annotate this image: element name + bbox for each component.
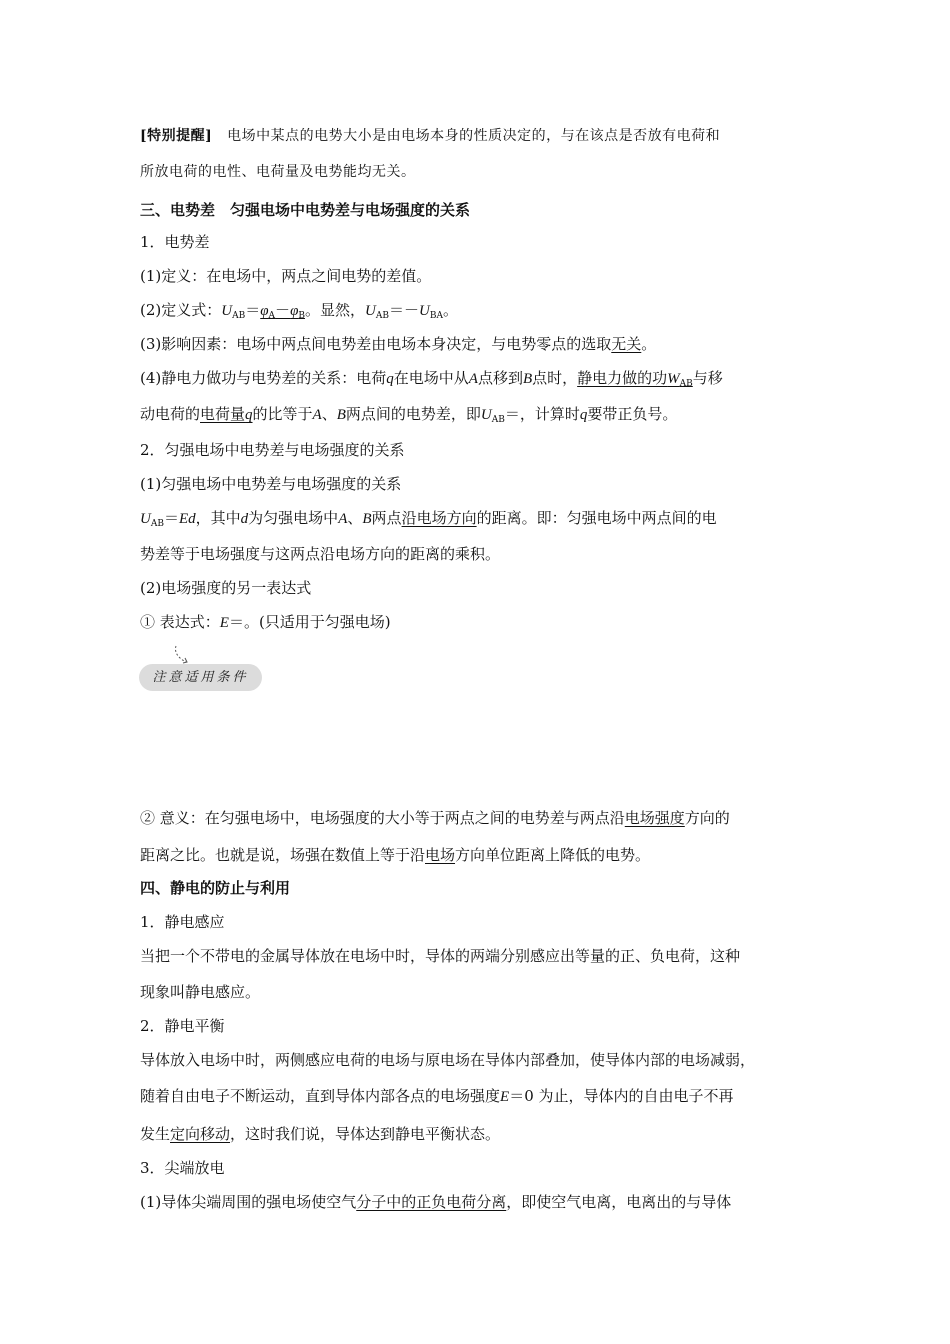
section-3-title: 三、电势差 匀强电场中电势差与电场强度的关系 <box>140 201 471 219</box>
formula-u-sub: AB <box>232 311 246 321</box>
work-text-c: 点移到 <box>477 369 523 387</box>
work-point-b: B <box>522 371 533 387</box>
definition-line: (1)定义：在电场中，两点之间电势的差值。 <box>140 267 432 285</box>
formula-prefix: (2)定义式： <box>140 301 222 319</box>
equilibrium3-text-a: 发生 <box>140 1125 171 1143</box>
equilibrium3-underlined: 定向移动 <box>170 1125 231 1143</box>
ued-text-b: 为匀强电场中 <box>248 509 339 527</box>
equilibrium-line-2 <box>140 1086 734 1107</box>
formula-underlined <box>260 301 305 319</box>
work-line-1 <box>140 368 723 394</box>
formula-line <box>140 300 458 326</box>
equilibrium-e: E <box>500 1089 510 1105</box>
work2-point-b: B <box>336 407 346 423</box>
meaning-line-2 <box>140 845 650 865</box>
formula-minus: － <box>275 301 291 319</box>
formula-u3: U <box>419 303 430 319</box>
work-text-a: (4)静电力做功与电势差的关系：电荷 <box>140 369 387 387</box>
section-4-title: 四、静电的防止与利用 <box>140 879 291 897</box>
ued-eq: ＝ <box>163 509 179 527</box>
work-w-sub: AB <box>679 379 693 389</box>
tip-text-1: 电场中某点的电势大小是由电场本身的性质决定的，与在该点是否放有电荷和 <box>227 128 721 144</box>
work-underlined-text: 静电力做的功 <box>577 369 668 387</box>
subsection-4-3-title: 3．尖端放电 <box>140 1159 225 1177</box>
note-badge: 注意适用条件 <box>139 664 262 691</box>
ued-point-a: A <box>338 511 348 527</box>
meaning-line-1 <box>140 808 730 828</box>
tip-line-2: 所放电荷的电性、电荷量及电势能均无关。 <box>140 164 416 180</box>
discharge-line-1 <box>140 1192 731 1212</box>
factor-underlined: 无关 <box>611 335 642 353</box>
formula-u2: U <box>365 303 376 319</box>
formula-eq: ＝ <box>245 301 261 319</box>
work-line-2 <box>140 404 677 430</box>
work-q: q <box>386 371 394 387</box>
factor-line <box>140 334 656 354</box>
formula-u3-sub: BA <box>429 311 443 321</box>
equilibrium3-text-b: ，这时我们说，导体达到静电平衡状态。 <box>230 1125 501 1143</box>
discharge-text-a: (1)导体尖端周围的强电场使空气 <box>140 1193 357 1211</box>
work-w: W <box>667 371 680 387</box>
factor-text: (3)影响因素：电场中两点间电势差由电场本身决定，与电势零点的选取 <box>140 335 612 353</box>
discharge-underlined: 分子中的正负电荷分离 <box>356 1193 507 1211</box>
work2-underlined <box>200 405 253 423</box>
phi-a-sub: A <box>268 311 276 321</box>
ued-ed: Ed <box>178 511 196 527</box>
work2-text-c: 、 <box>321 405 337 423</box>
meaning-text-a: ② 意义：在匀强电场中，电场强度的大小等于两点之间的电势差与两点沿 <box>140 809 625 827</box>
tip-line-1 <box>140 126 720 146</box>
ued-line-2: 势差等于电场强度与这两点沿电场方向的距离的乘积。 <box>140 545 501 563</box>
ued-u-sub: AB <box>150 519 164 529</box>
subsection-3-1-title: 1．电势差 <box>140 233 210 251</box>
work2-u-sub: AB <box>491 415 505 425</box>
meaning2-underlined: 电场 <box>425 846 456 864</box>
ued-point-b: B <box>362 511 372 527</box>
meaning-text-b: 方向的 <box>684 809 730 827</box>
ued-underlined: 沿电场方向 <box>401 509 477 527</box>
equilibrium-line-1: 导体放入电场中时，两侧感应电荷的电场与原电场在导体内部叠加，使导体内部的电场减弱， <box>140 1051 756 1069</box>
ued-text-c: 、 <box>347 509 363 527</box>
work2-q2: q <box>579 407 588 423</box>
work-point-a: A <box>468 371 478 387</box>
work2-text-d: 两点间的电势差，即 <box>345 405 481 423</box>
formula-u: U <box>221 303 233 319</box>
formula-u2-sub: AB <box>375 311 389 321</box>
meaning2-text-a: 距离之比。也就是说，场强在数值上等于沿 <box>140 846 426 864</box>
formula-mid: 。显然， <box>305 301 366 319</box>
ued-text-d: 两点 <box>371 509 402 527</box>
subsection-4-1-title: 1．静电感应 <box>140 913 225 931</box>
phi-b-sub: B <box>298 311 305 321</box>
work2-q: q <box>245 407 253 423</box>
pointer-arrow-icon <box>172 644 192 666</box>
ued-d: d <box>240 511 249 527</box>
work2-text-e: ＝，计算时 <box>504 405 580 423</box>
tip-tag: [特别提醒] <box>140 128 213 144</box>
work-text-e: 与移 <box>692 369 723 387</box>
equilibrium-text-a: 随着自由电子不断运动，直到导体内部各点的电场强度 <box>140 1087 501 1105</box>
formula-eq2: ＝－ <box>388 301 419 319</box>
induction-line-1: 当把一个不带电的金属导体放在电场中时，导体的两端分别感应出等量的正、负电荷，这种 <box>140 947 741 965</box>
work2-point-a: A <box>312 407 322 423</box>
subsection-4-2-title: 2．静电平衡 <box>140 1017 225 1035</box>
expression-line <box>140 612 391 633</box>
relation-2-title: (2)电场强度的另一表达式 <box>140 579 312 597</box>
expr-text-a: ① 表达式： <box>140 613 220 631</box>
equilibrium-line-3 <box>140 1124 500 1144</box>
work2-text-a: 动电荷的 <box>140 405 201 423</box>
ued-text-a: ，其中 <box>195 509 241 527</box>
induction-line-2: 现象叫静电感应。 <box>140 983 261 1001</box>
discharge-text-b: ，即使空气电离，电离出的与导体 <box>506 1193 732 1211</box>
ued-u: U <box>140 511 151 527</box>
meaning2-text-b: 方向单位距离上降低的电势。 <box>455 846 651 864</box>
meaning-underlined: 电场强度 <box>624 809 685 827</box>
expr-text-b: ＝。(只适用于匀强电场) <box>228 613 391 631</box>
relation-1-title: (1)匀强电场中电势差与电场强度的关系 <box>140 475 402 493</box>
ued-text-e: 的距离。即：匀强电场中两点间的电 <box>476 509 717 527</box>
subsection-3-2-title: 2．匀强电场中电势差与电场强度的关系 <box>140 441 405 459</box>
work-text-b: 在电场中从 <box>393 369 469 387</box>
phi-b: φ <box>290 303 299 319</box>
equilibrium-text-b: ＝0 为止，导体内的自由电子不再 <box>509 1087 734 1105</box>
work2-text-f: 要带正负号。 <box>587 405 678 423</box>
formula-end: 。 <box>442 301 458 319</box>
factor-end: 。 <box>641 335 657 353</box>
phi-a: φ <box>260 303 269 319</box>
work-text-d: 点时， <box>532 369 578 387</box>
ued-line-1 <box>140 508 717 534</box>
work-underlined <box>577 369 693 387</box>
work2-underlined-text: 电荷量 <box>200 405 246 423</box>
expr-e: E <box>219 615 229 631</box>
work2-u: U <box>480 407 492 423</box>
work2-text-b: 的比等于 <box>252 405 313 423</box>
